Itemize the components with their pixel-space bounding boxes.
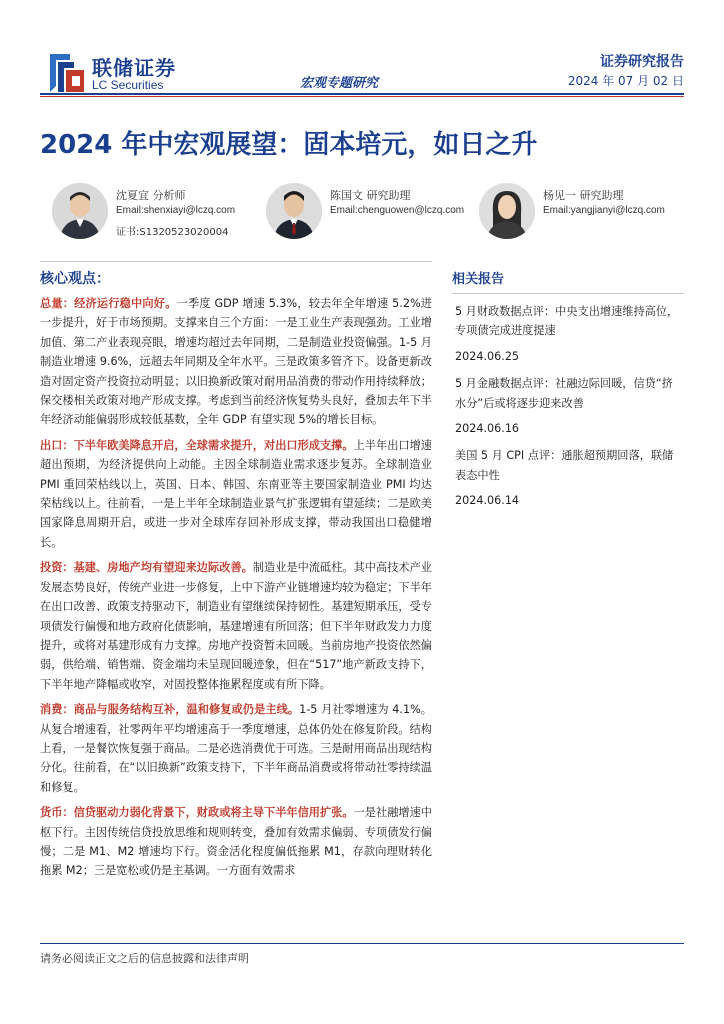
related-report-date: 2024.06.14 — [455, 494, 520, 508]
avatar — [52, 183, 108, 239]
report-date: 2024 年 07 月 02 日 — [567, 74, 684, 88]
related-report-link[interactable]: 5 月财政数据点评：中央支出增速维持高位，专项债完成进度提速 — [455, 305, 679, 338]
report-subtype: 宏观专题研究 — [300, 76, 379, 91]
footer-divider — [40, 943, 684, 944]
paragraph-lead: 消费：商品与服务结构互补，温和修复或仍是主线。 — [40, 703, 300, 717]
paragraph-body: 上半年出口增速超出预期，为经济提供向上动能。主因全球制造业需求逐步复苏。全球制造业 PMI 重回荣枯线以上，英国、日本、韩国、东南亚等主要国家制造业 PMI 均达荣枯线以上。往前看，一是上半年全球制造业景气扩张逻辑有望延续；二是欧美国家降息周期开启，或进一步对全球库存回补形成支撑，带动我国出口稳健增长。 — [40, 438, 432, 549]
core-paragraph — [40, 558, 432, 694]
related-reports-title: 相关报告 — [452, 268, 684, 294]
related-report-link[interactable]: 美国 5 月 CPI 点评：通胀超预期回落，联储表态中性 — [455, 449, 674, 482]
paragraph-lead: 投资：基建、房地产均有望迎来边际改善。 — [40, 561, 253, 575]
analyst-photo-icon — [52, 183, 108, 239]
report-title: 2024 年中宏观展望：固本培元，如日之升 — [40, 130, 538, 160]
company-logo — [44, 48, 184, 98]
lc-securities-logo-icon — [44, 50, 88, 96]
core-paragraph — [40, 436, 432, 552]
core-paragraph — [40, 803, 432, 881]
analyst-card — [479, 183, 684, 243]
analyst-photo-icon — [479, 183, 535, 239]
company-name-cn: 联储证券 — [92, 56, 176, 80]
analyst-name: 陈国文 研究助理 — [330, 189, 411, 202]
core-views-section — [40, 268, 432, 887]
avatar — [266, 183, 322, 239]
header-divider — [40, 93, 684, 95]
related-report-link[interactable]: 5 月金融数据点评：社融边际回暖，信贷“挤水分”后或将逐步迎来改善 — [455, 377, 673, 410]
core-paragraph — [40, 700, 432, 797]
section-divider — [40, 261, 432, 262]
paragraph-body: 1-5 月社零增速为 4.1%。从复合增速看，社零两年平均增速高于一季度增速，总体仍处在修复阶段。结构上看，一是餐饮恢复强于商品。二是必选消费优于可选。三是耐用商品出现结构分化。往前看，在“以旧换新”政策支持下，下半年商品消费或将带动社零持续温和修复。 — [40, 703, 432, 794]
footer-disclaimer: 请务必阅读正文之后的信息披露和法律声明 — [40, 952, 249, 965]
avatar — [479, 183, 535, 239]
analyst-email: Email:chenguowen@lczq.com — [330, 205, 465, 216]
header-divider-accent — [40, 96, 684, 97]
analyst-name: 沈夏宜 分析师 — [116, 189, 186, 202]
related-reports-section — [452, 268, 684, 519]
analyst-cert: 证书:S1320523020004 — [116, 227, 229, 238]
company-name-en: LC Securities — [92, 78, 164, 92]
report-type: 证券研究报告 — [600, 54, 684, 70]
related-report-date: 2024.06.25 — [455, 349, 520, 363]
paragraph-body: 一是社融增速中枢下行。主因传统信贷投放思维和规则转变，叠加有效需求偏弱、专项债发行偏慢；二是 M1、M2 增速均下行。资金活化程度偏低拖累 M1，存款向理财转化拖累 M2；三是宽松或仍是主基调。一方面有效需求 — [40, 806, 432, 878]
analyst-card — [266, 183, 466, 243]
paragraph-lead: 总量：经济运行稳中向好。 — [40, 297, 177, 310]
analyst-card — [52, 183, 252, 243]
analyst-photo-icon — [266, 183, 322, 239]
analyst-email: Email:yangjianyi@lczq.com — [543, 205, 665, 216]
paragraph-body: 一季度 GDP 增速 5.3%，较去年全年增速 5.2%进一步提升，好于市场预期。支撑来自三个方面：一是工业生产表现强劲。工业增加值、第二产业表现亮眼，增速均超过去年同期，二是制造业投资偏强。1-5 月制造业增速 9.6%，远超去年同期及全年水平。三是政策多管齐下。设备更新改造对固定资产投资拉动明显；以旧换新政策对耐用品消费的带动作用持续释放；保交楼相关政策对地产形成支撑。考虑到当前经济恢复势头良好，叠加去年下半年经济动能偏弱形成较低基数，全年 GDP 有望实现 5%的增长目标。 — [40, 297, 432, 427]
analyst-name: 杨见一 研究助理 — [543, 189, 624, 202]
analyst-email: Email:shenxiayi@lczq.com — [116, 205, 236, 216]
paragraph-lead: 货币：信贷驱动力弱化背景下，财政或将主导下半年信用扩张。 — [40, 806, 354, 820]
related-report-date: 2024.06.16 — [455, 422, 520, 436]
paragraph-body: 制造业是中流砥柱。其中高技术产业发展态势良好，传统产业进一步修复，上中下游产业链增速均较为稳定；下半年在出口改善、政策支持驱动下，制造业有望继续保持韧性。基建短期承压，受专项债发行偏慢和地方政府化债影响，基建增速有所回落；但下半年财政发力力度提升，或将对基建形成有力支撑。房地产投资暂未回暖。当前房地产投资依然偏弱，供给端、销售端、资金端均未呈现回暖迹象，但在“517”地产新政支持下，下半年地产降幅或收窄，对固投整体拖累程度或有所下降。 — [40, 561, 432, 691]
core-views-title: 核心观点： — [40, 271, 110, 287]
core-paragraph — [40, 294, 432, 430]
paragraph-lead: 出口：下半年欧美降息开启，全球需求提升，对出口形成支撑。 — [40, 438, 354, 452]
